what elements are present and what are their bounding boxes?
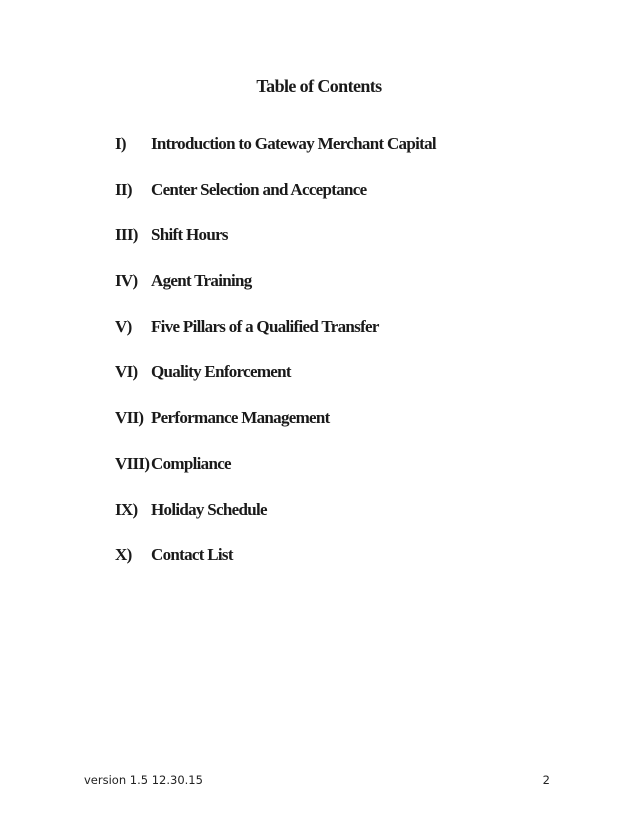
toc-item — [115, 271, 436, 317]
toc-item-label: Five Pillars of a Qualified Transfer — [151, 316, 379, 336]
toc-item-number: IV) — [115, 271, 138, 291]
toc-item — [115, 134, 436, 180]
toc-item-label: Agent Training — [151, 271, 252, 291]
toc-item-number: I) — [115, 134, 126, 153]
toc-item-number: VIII) — [115, 453, 150, 473]
toc-item-number: VI) — [115, 362, 138, 382]
toc-item-number: X) — [115, 545, 132, 565]
toc-item-label: Holiday Schedule — [151, 499, 267, 519]
toc-title: Table of Contents — [256, 76, 382, 96]
toc-item — [115, 408, 436, 454]
footer-version: version 1.5 12.30.15 — [84, 773, 203, 787]
toc-item-label: Center Selection and Acceptance — [151, 179, 367, 199]
toc-item-number: VII) — [115, 408, 144, 428]
toc-list — [115, 134, 436, 591]
toc-item — [115, 317, 436, 363]
toc-item — [115, 180, 436, 226]
toc-item — [115, 545, 436, 591]
toc-item-label: Introduction to Gateway Merchant Capital — [151, 134, 436, 153]
toc-item — [115, 225, 436, 271]
toc-item-label: Quality Enforcement — [151, 362, 291, 382]
footer-page-number: 2 — [542, 773, 550, 787]
toc-item-number: IX) — [115, 499, 138, 519]
toc-item-label: Compliance — [151, 453, 231, 473]
toc-item — [115, 362, 436, 408]
toc-item-label: Performance Management — [151, 408, 330, 428]
toc-item-number: V) — [115, 316, 132, 336]
toc-item-label: Contact List — [151, 545, 233, 565]
toc-item-number: II) — [115, 179, 132, 199]
toc-item-number: III) — [115, 225, 138, 245]
toc-item — [115, 500, 436, 546]
toc-item-label: Shift Hours — [151, 225, 228, 245]
toc-item — [115, 454, 436, 500]
